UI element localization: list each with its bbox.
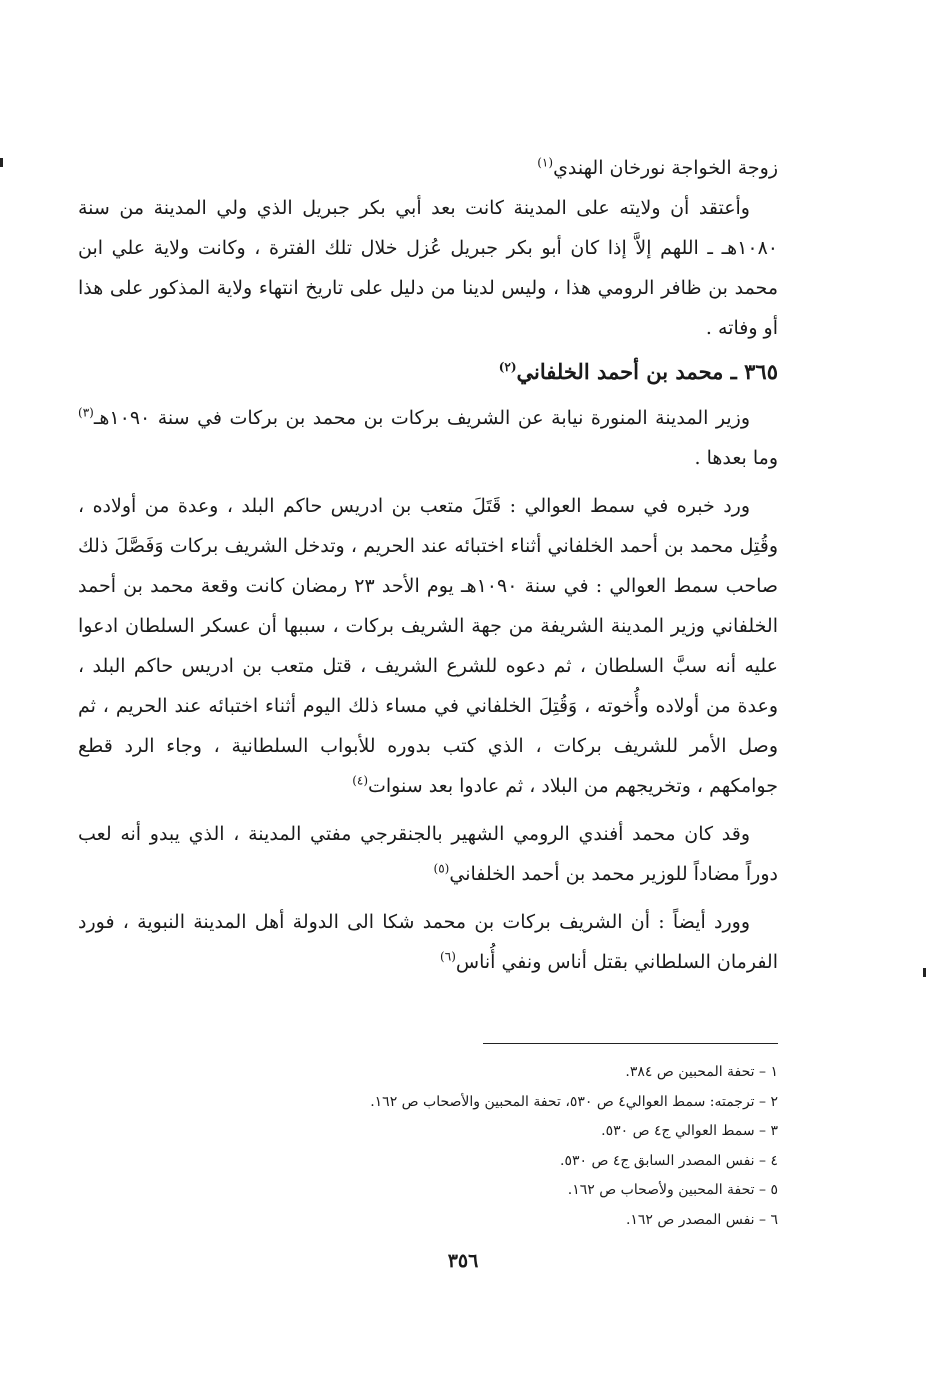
continuation-text: زوجة الخواجة نورخان الهندي (553, 157, 778, 179)
paragraph (78, 814, 778, 894)
footnote-item: ٢ – ترجمته: سمط العوالي٤ ص ٥٣٠، تحفة المحبين والأصحاب ص ١٦٢. (370, 1093, 778, 1110)
scan-edge-mark (0, 158, 3, 167)
footnote-ref: (٥) (433, 861, 450, 876)
footnote-ref: (٦) (440, 949, 456, 964)
paragraph-text: وما بعدها . (694, 447, 778, 469)
paragraph: وأعتقد أن ولايته على المدينة كانت بعد أبي بكر جبريل الذي ولي المدينة من سنة ١٠٨٠هـ ـ اللهم إلاَّ إذا كان أبو بكر جبريل عُزل خلال تلك الفترة ، وكانت ولاية علي ابن محمد بن ظافر الرومي هذا ، وليس لدينا من دليل على تاريخ انتهاء ولاية المذكور على هذا أو وفاته . (78, 197, 778, 339)
footnote-item: ٥ – تحفة المحبين ولأصحاب ص ١٦٢. (567, 1182, 778, 1198)
paragraph (78, 398, 778, 478)
paragraph-text: وقد كان محمد أفندي الرومي الشهير بالجنقرجي مفتي المدينة ، الذي يبدو أنه لعب دوراً مضاداً للوزير محمد بن أحمد الخلفاني (78, 823, 778, 885)
paragraph (78, 902, 778, 982)
page-number: ٣٥٦ (447, 1250, 479, 1272)
footnote-ref: (٤) (352, 773, 369, 788)
footnote-item: ٦ – نفس المصدر ص ١٦٢. (625, 1211, 778, 1228)
footnote-ref: (٢) (498, 360, 517, 374)
paragraph-text: ورد خبره في سمط العوالي : قَتَلَ متعب بن ادريس حاكم البلد ، وعدة من أولاده ، وقُتِل محمد بن أحمد الخلفاني أثناء اختبائه عند الحريم ، وتدخل الشريف بركات وَفَصَّلَ ذلك صاحب سمط العوالي : في سنة ١٠٩٠هـ يوم الأحد ٢٣ رمضان كانت وقعة محمد بن أحمد الخلفاني وزير المدينة الشريفة من جهة الشريف بركات ، سببها أن عسكر السلطان ادعوا عليه أنه سبَّ السلطان ، ثم دعوه للشرع الشريف ، قتل متعب بن ادريس حاكم البلد ، وعدة من أولاده وأُخوته ، وَقُتِلَ الخلفاني في مساء ذلك اليوم أثناء اختبائه عند الحريم ، ثم وصل الأمر للشريف بركات ، الذي كتب بدوره للأبواب السلطانية ، وجاء الرد قطع جوامكهم ، وتخريجهم من البلاد ، ثم عادوا بعد سنوات (78, 495, 778, 797)
footnote-item: ٣ – سمط العوالي ج٤ ص ٥٣٠. (601, 1123, 778, 1139)
footnote-item: ٤ – نفس المصدر السابق ج٤ ص ٥٣٠. (559, 1152, 778, 1169)
footnote-separator (483, 1043, 778, 1044)
continuation-line (78, 148, 778, 188)
entry-heading (78, 352, 778, 392)
footnote-item: ١ – تحفة المحبين ص ٣٨٤. (625, 1064, 778, 1080)
main-text (78, 148, 778, 982)
entry-heading-text: ٣٦٥ ـ محمد بن أحمد الخلفاني (516, 359, 778, 384)
paragraph (78, 486, 778, 806)
footnote-ref: (٣) (78, 405, 94, 420)
footnote-ref: (١) (537, 155, 554, 170)
paragraph-text: وورد أيضاً : أن الشريف بركات بن محمد شكا الى الدولة أهل المدينة النبوية ، فورد الفرمان السلطاني بقتل أناس ونفي أُناس (78, 911, 778, 973)
paragraph-text: وزير المدينة المنورة نيابة عن الشريف بركات بن محمد بن بركات في سنة ١٠٩٠هـ (93, 407, 750, 429)
footnotes (200, 1058, 778, 1235)
